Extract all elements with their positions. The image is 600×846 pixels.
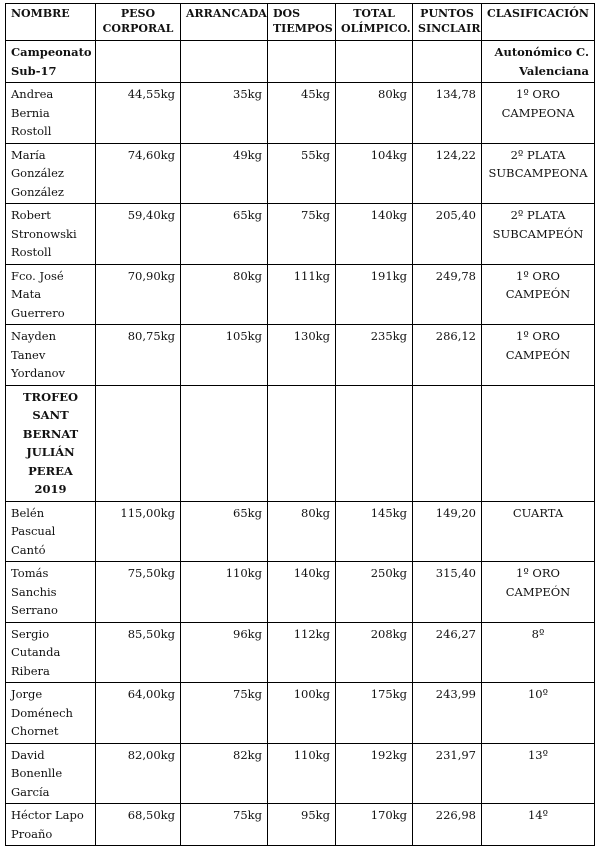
athlete-name: Sergio Cutanda Ribera bbox=[6, 622, 96, 683]
sinclair-points: 134,78 bbox=[413, 83, 482, 144]
snatch-value: 35kg bbox=[181, 83, 268, 144]
snatch-value: 80kg bbox=[181, 264, 268, 325]
header-weight: PESO CORPORAL bbox=[96, 4, 181, 41]
table-row bbox=[6, 204, 595, 265]
results-table bbox=[5, 3, 595, 846]
olympic-total: 80kg bbox=[336, 83, 413, 144]
clean-jerk-value: 140kg bbox=[268, 562, 336, 623]
header-total: TOTAL OLÍMPICO. bbox=[336, 4, 413, 41]
clean-jerk-value: 111kg bbox=[268, 264, 336, 325]
athlete-name: David Bonenlle García bbox=[6, 743, 96, 804]
table-row bbox=[6, 622, 595, 683]
sinclair-points: 149,20 bbox=[413, 501, 482, 562]
classification-value: 14º bbox=[482, 804, 595, 846]
snatch-value: 110kg bbox=[181, 562, 268, 623]
body-weight: 68,50kg bbox=[96, 804, 181, 846]
clean-jerk-value: 110kg bbox=[268, 743, 336, 804]
sinclair-points: 246,27 bbox=[413, 622, 482, 683]
snatch-value: 75kg bbox=[181, 683, 268, 744]
classification-value: 10º bbox=[482, 683, 595, 744]
sinclair-points: 286,12 bbox=[413, 325, 482, 386]
body-weight: 44,55kg bbox=[96, 83, 181, 144]
header-classification: CLASIFICACIÓN bbox=[482, 4, 595, 41]
olympic-total: 104kg bbox=[336, 143, 413, 204]
snatch-value: 65kg bbox=[181, 204, 268, 265]
body-weight: 75,50kg bbox=[96, 562, 181, 623]
classification-value: 2º PLATA SUBCAMPEÓN bbox=[482, 204, 595, 265]
olympic-total: 140kg bbox=[336, 204, 413, 265]
classification-value: 1º ORO CAMPEÓN bbox=[482, 264, 595, 325]
athlete-name: Tomás Sanchis Serrano bbox=[6, 562, 96, 623]
classification-value: 8º bbox=[482, 622, 595, 683]
body-weight: 80,75kg bbox=[96, 325, 181, 386]
snatch-value: 65kg bbox=[181, 501, 268, 562]
section2-title-row bbox=[6, 385, 595, 501]
table-row bbox=[6, 501, 595, 562]
clean-jerk-value: 55kg bbox=[268, 143, 336, 204]
sinclair-points: 249,78 bbox=[413, 264, 482, 325]
table-row bbox=[6, 264, 595, 325]
athlete-name: Jorge Doménech Chornet bbox=[6, 683, 96, 744]
body-weight: 85,50kg bbox=[96, 622, 181, 683]
athlete-name: María González González bbox=[6, 143, 96, 204]
clean-jerk-value: 112kg bbox=[268, 622, 336, 683]
header-snatch: ARRANCADA bbox=[181, 4, 268, 41]
clean-jerk-value: 45kg bbox=[268, 83, 336, 144]
olympic-total: 145kg bbox=[336, 501, 413, 562]
clean-jerk-value: 95kg bbox=[268, 804, 336, 846]
classification-value: 1º ORO CAMPEÓN bbox=[482, 562, 595, 623]
header-row bbox=[6, 4, 595, 41]
body-weight: 70,90kg bbox=[96, 264, 181, 325]
clean-jerk-value: 75kg bbox=[268, 204, 336, 265]
header-clean-jerk: DOS TIEMPOS bbox=[268, 4, 336, 41]
olympic-total: 192kg bbox=[336, 743, 413, 804]
table-row bbox=[6, 683, 595, 744]
athlete-name: Héctor Lapo Proaño bbox=[6, 804, 96, 846]
sinclair-points: 205,40 bbox=[413, 204, 482, 265]
body-weight: 59,40kg bbox=[96, 204, 181, 265]
athlete-name: Robert Stronowski Rostoll bbox=[6, 204, 96, 265]
section1-title-row bbox=[6, 41, 595, 83]
classification-value: 1º ORO CAMPEONA bbox=[482, 83, 595, 144]
body-weight: 115,00kg bbox=[96, 501, 181, 562]
sinclair-points: 124,22 bbox=[413, 143, 482, 204]
snatch-value: 82kg bbox=[181, 743, 268, 804]
olympic-total: 191kg bbox=[336, 264, 413, 325]
section2-body bbox=[6, 385, 595, 846]
olympic-total: 250kg bbox=[336, 562, 413, 623]
olympic-total: 235kg bbox=[336, 325, 413, 386]
snatch-value: 49kg bbox=[181, 143, 268, 204]
table-row bbox=[6, 804, 595, 846]
body-weight: 82,00kg bbox=[96, 743, 181, 804]
table-row bbox=[6, 743, 595, 804]
table-row bbox=[6, 325, 595, 386]
sinclair-points: 315,40 bbox=[413, 562, 482, 623]
sinclair-points: 226,98 bbox=[413, 804, 482, 846]
olympic-total: 175kg bbox=[336, 683, 413, 744]
header-name: NOMBRE bbox=[6, 4, 96, 41]
olympic-total: 208kg bbox=[336, 622, 413, 683]
clean-jerk-value: 80kg bbox=[268, 501, 336, 562]
snatch-value: 75kg bbox=[181, 804, 268, 846]
snatch-value: 105kg bbox=[181, 325, 268, 386]
body-weight: 64,00kg bbox=[96, 683, 181, 744]
classification-value: 1º ORO CAMPEÓN bbox=[482, 325, 595, 386]
section1-competition: Autonómico C. Valenciana bbox=[482, 41, 595, 83]
table-row bbox=[6, 562, 595, 623]
classification-value: CUARTA bbox=[482, 501, 595, 562]
clean-jerk-value: 130kg bbox=[268, 325, 336, 386]
athlete-name: Andrea Bernia Rostoll bbox=[6, 83, 96, 144]
sinclair-points: 243,99 bbox=[413, 683, 482, 744]
section1-title: Campeonato Sub-17 bbox=[6, 41, 96, 83]
table-row bbox=[6, 143, 595, 204]
section2-title: TROFEO SANT BERNAT JULIÁN PEREA 2019 bbox=[6, 385, 96, 501]
clean-jerk-value: 100kg bbox=[268, 683, 336, 744]
classification-value: 13º bbox=[482, 743, 595, 804]
olympic-total: 170kg bbox=[336, 804, 413, 846]
sinclair-points: 231,97 bbox=[413, 743, 482, 804]
classification-value: 2º PLATA SUBCAMPEONA bbox=[482, 143, 595, 204]
section1-body bbox=[6, 41, 595, 386]
body-weight: 74,60kg bbox=[96, 143, 181, 204]
athlete-name: Fco. José Mata Guerrero bbox=[6, 264, 96, 325]
snatch-value: 96kg bbox=[181, 622, 268, 683]
header-sinclair: PUNTOS SINCLAIR bbox=[413, 4, 482, 41]
athlete-name: Belén Pascual Cantó bbox=[6, 501, 96, 562]
athlete-name: Nayden Tanev Yordanov bbox=[6, 325, 96, 386]
table-row bbox=[6, 83, 595, 144]
